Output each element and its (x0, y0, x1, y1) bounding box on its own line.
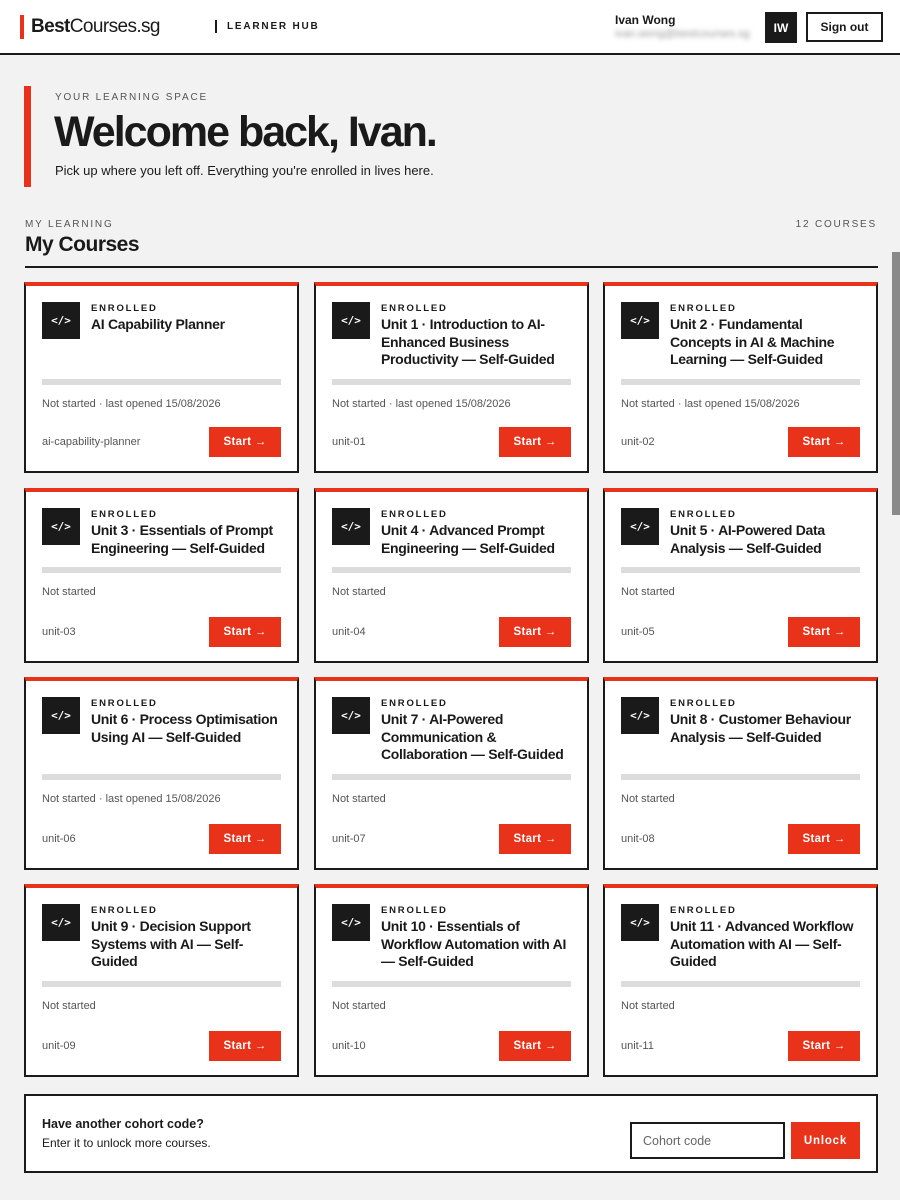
course-title[interactable]: Unit 9 · Decision Support Systems with AI — Self-Guided (91, 918, 251, 969)
course-title[interactable]: Unit 3 · Essentials of Prompt Engineering — Self-Guided (91, 522, 273, 556)
section-title: My Courses (25, 233, 140, 256)
course-card[interactable] (603, 488, 878, 663)
course-card[interactable] (314, 677, 589, 870)
enrolled-badge: ENROLLED (381, 509, 448, 520)
enrolled-badge: ENROLLED (670, 905, 737, 916)
enrolled-badge: ENROLLED (381, 698, 448, 709)
course-slug: unit-03 (42, 626, 76, 638)
enrolled-badge: ENROLLED (91, 905, 158, 916)
course-slug: unit-05 (621, 626, 655, 638)
progress-bar (621, 567, 860, 573)
course-status-text: Not started (42, 586, 96, 598)
start-course-button[interactable]: Start → (499, 1031, 571, 1061)
course-title[interactable]: Unit 7 · AI-Powered Communication & Collaboration — Self-Guided (381, 711, 564, 762)
course-title[interactable]: Unit 8 · Customer Behaviour Analysis — Self-Guided (670, 711, 851, 745)
course-status-text: Not started (332, 792, 386, 805)
start-course-button[interactable]: Start → (788, 427, 860, 457)
course-card[interactable] (314, 282, 589, 473)
hub-label: LEARNER HUB (215, 20, 320, 33)
enrolled-badge: ENROLLED (381, 303, 448, 314)
course-status-text: Not started · last opened 15/08/2026 (42, 397, 221, 410)
course-title[interactable]: AI Capability Planner (91, 316, 225, 332)
course-status-text: Not started (621, 586, 675, 598)
code-icon: </> (621, 697, 659, 734)
course-slug: unit-01 (332, 436, 366, 448)
sign-out-button[interactable]: Sign out (806, 12, 883, 42)
top-bar (0, 0, 900, 55)
code-icon: </> (621, 904, 659, 941)
section-divider (25, 266, 878, 268)
start-course-button[interactable]: Start → (788, 1031, 860, 1061)
start-course-button[interactable]: Start → (209, 824, 281, 854)
course-card[interactable] (603, 677, 878, 870)
course-slug: unit-07 (332, 833, 366, 845)
course-status-text: Not started (42, 999, 96, 1012)
enrolled-badge: ENROLLED (91, 698, 158, 709)
start-course-button[interactable]: Start → (788, 824, 860, 854)
logo-accent-bar (20, 15, 24, 39)
course-count: 12 COURSES (795, 219, 877, 230)
progress-bar (332, 379, 571, 385)
course-title[interactable]: Unit 2 · Fundamental Concepts in AI & Machine Learning — Self-Guided (670, 316, 835, 367)
course-card[interactable] (314, 884, 589, 1077)
code-icon: </> (42, 904, 80, 941)
logo-text-bold: Best (31, 16, 70, 37)
start-course-button[interactable]: Start → (499, 427, 571, 457)
course-slug: ai-capability-planner (42, 436, 141, 448)
start-course-button[interactable]: Start → (209, 1031, 281, 1061)
course-title[interactable]: Unit 11 · Advanced Workflow Automation with AI — Self-Guided (670, 918, 854, 969)
code-icon: </> (621, 508, 659, 545)
course-title[interactable]: Unit 1 · Introduction to AI-Enhanced Business Productivity — Self-Guided (381, 316, 555, 367)
start-course-button[interactable]: Start → (499, 617, 571, 647)
welcome-hero (24, 86, 444, 187)
enrolled-badge: ENROLLED (381, 905, 448, 916)
code-icon: </> (332, 508, 370, 545)
cohort-title: Have another cohort code? (42, 1117, 204, 1131)
enrolled-badge: ENROLLED (670, 303, 737, 314)
course-card[interactable] (24, 677, 299, 870)
cohort-code-panel (24, 1094, 878, 1173)
code-icon: </> (42, 697, 80, 734)
course-slug: unit-11 (621, 1040, 654, 1052)
course-status-text: Not started (332, 586, 386, 598)
hero-eyebrow: YOUR LEARNING SPACE (55, 92, 208, 103)
user-name: Ivan Wong (615, 13, 676, 27)
progress-bar (621, 981, 860, 987)
start-course-button[interactable]: Start → (209, 427, 281, 457)
progress-bar (621, 774, 860, 780)
course-status-text: Not started (621, 999, 675, 1012)
course-title[interactable]: Unit 10 · Essentials of Workflow Automation with AI — Self-Guided (381, 918, 567, 969)
user-email: ivan.wong@bestcourses.sg (615, 28, 750, 40)
progress-bar (621, 379, 860, 385)
progress-bar (332, 567, 571, 573)
course-status-text: Not started · last opened 15/08/2026 (332, 397, 511, 410)
progress-bar (332, 774, 571, 780)
start-course-button[interactable]: Start → (788, 617, 860, 647)
course-card[interactable] (24, 282, 299, 473)
course-title[interactable]: Unit 4 · Advanced Prompt Engineering — Self-Guided (381, 522, 555, 556)
enrolled-badge: ENROLLED (670, 698, 737, 709)
enrolled-badge: ENROLLED (670, 509, 737, 520)
code-icon: </> (42, 508, 80, 545)
course-title[interactable]: Unit 5 · AI-Powered Data Analysis — Self-Guided (670, 522, 825, 556)
course-card[interactable] (24, 884, 299, 1077)
course-title[interactable]: Unit 6 · Process Optimisation Using AI — Self-Guided (91, 711, 278, 745)
site-logo[interactable] (20, 15, 160, 39)
course-card[interactable] (603, 884, 878, 1077)
logo-text (31, 16, 160, 38)
course-card[interactable] (314, 488, 589, 663)
unlock-button[interactable]: Unlock (791, 1122, 860, 1159)
code-icon: </> (332, 697, 370, 734)
enrolled-badge: ENROLLED (91, 509, 158, 520)
hero-subtitle: Pick up where you left off. Everything you're enrolled in lives here. (55, 163, 434, 178)
course-slug: unit-02 (621, 436, 655, 448)
progress-bar (42, 379, 281, 385)
page-title: Welcome back, Ivan. (54, 108, 436, 156)
scrollbar-thumb[interactable] (892, 252, 900, 515)
course-slug: unit-08 (621, 833, 655, 845)
cohort-code-input[interactable] (630, 1122, 785, 1159)
code-icon: </> (332, 904, 370, 941)
course-status-text: Not started (621, 792, 675, 805)
course-card[interactable] (24, 488, 299, 663)
progress-bar (42, 567, 281, 573)
avatar[interactable]: IW (765, 12, 797, 43)
course-slug: unit-04 (332, 626, 366, 638)
section-eyebrow: MY LEARNING (25, 219, 114, 230)
code-icon: </> (332, 302, 370, 339)
course-slug: unit-10 (332, 1040, 366, 1052)
course-slug: unit-09 (42, 1040, 76, 1052)
enrolled-badge: ENROLLED (91, 303, 158, 314)
progress-bar (42, 774, 281, 780)
progress-bar (42, 981, 281, 987)
progress-bar (332, 981, 571, 987)
course-status-text: Not started · last opened 15/08/2026 (621, 397, 800, 410)
course-slug: unit-06 (42, 833, 76, 845)
code-icon: </> (42, 302, 80, 339)
logo-text-rest: Courses.sg (69, 16, 160, 37)
course-status-text: Not started · last opened 15/08/2026 (42, 792, 221, 805)
start-course-button[interactable]: Start → (499, 824, 571, 854)
code-icon: </> (621, 302, 659, 339)
start-course-button[interactable]: Start → (209, 617, 281, 647)
course-status-text: Not started (332, 999, 386, 1012)
cohort-subtitle: Enter it to unlock more courses. (42, 1136, 211, 1150)
course-card[interactable] (603, 282, 878, 473)
